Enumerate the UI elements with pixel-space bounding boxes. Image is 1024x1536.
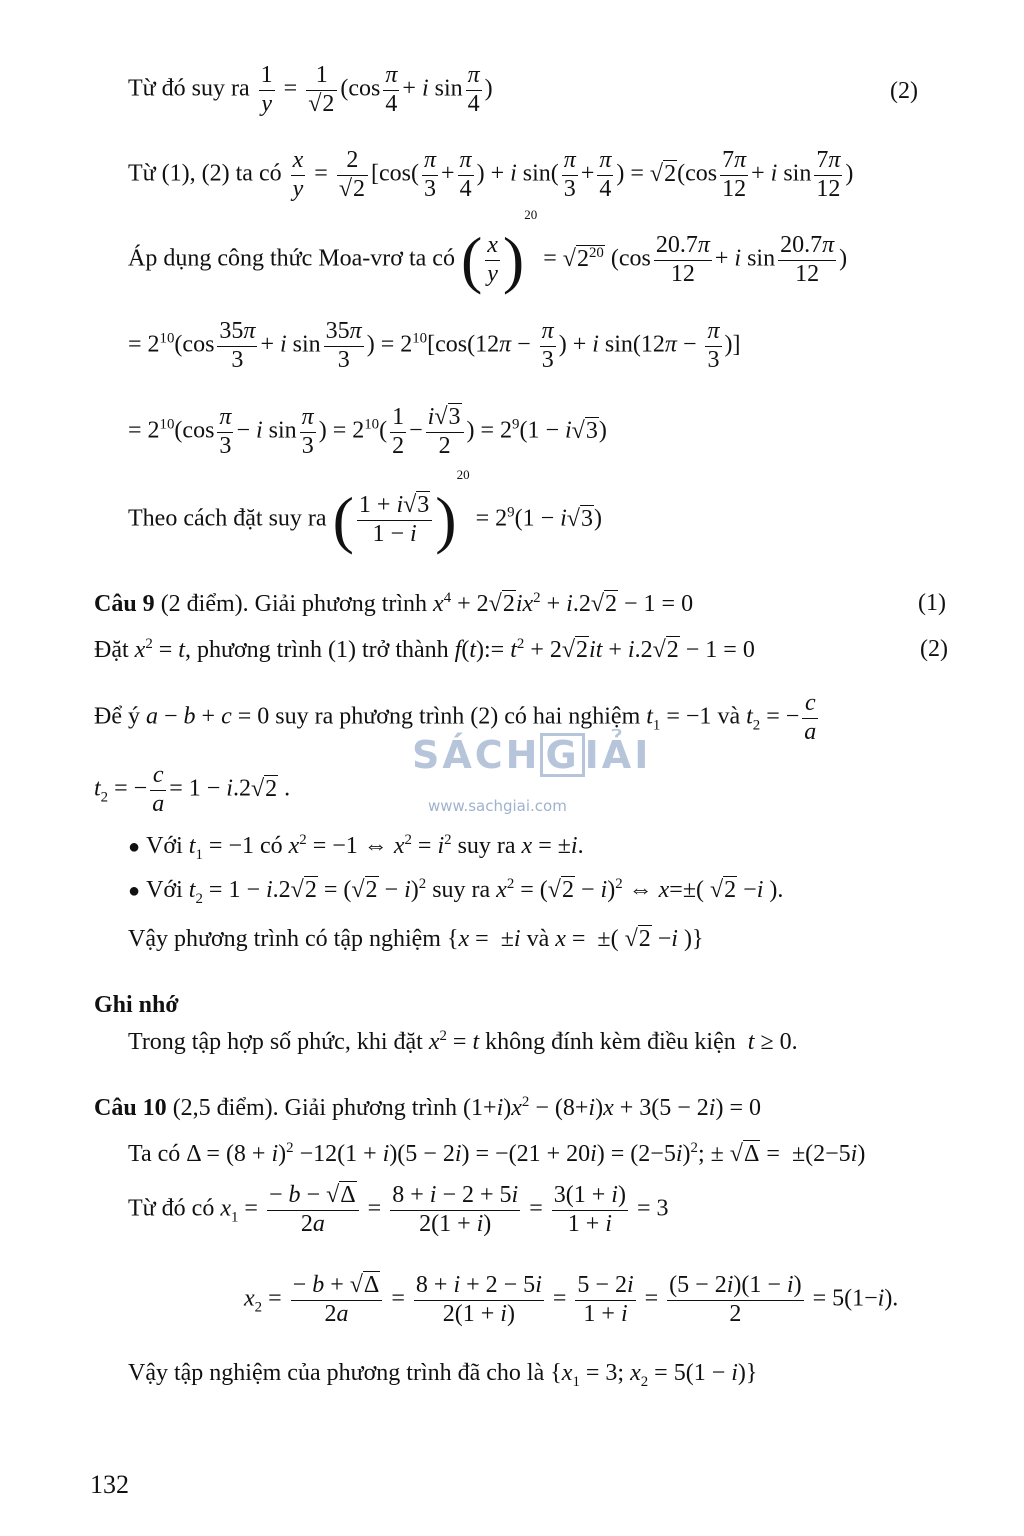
text: suy ra phương trình (2) có hai nghiệm bbox=[275, 703, 641, 730]
text: Áp dụng công thức Moa-vrơ ta có bbox=[128, 245, 455, 272]
text: Theo cách đặt suy ra bbox=[128, 505, 327, 532]
question-10-line-3: Từ đó có $x_1$ = $\frac{- b - √ \Delta}{2a}$ = $\frac{8 + i - 2 + 5i}{2(1 + i)}$ = $\frac{3(1 + i)}{1 + i}$ = 3 bbox=[128, 1182, 668, 1238]
question-9-conclusion: Vậy phương trình có tập nghiệm {x = ±i và x = ±( √ 2 −i )} bbox=[128, 926, 703, 954]
bullet-2: ● Với $t_2 = 1 - i.2√$ 2 = (√ 2 − i)$^2$ suy ra $x^2$ = (√ 2 − i)$^2$ ⇔ x=±( √ 2 −i ). bbox=[128, 876, 783, 908]
text: Với bbox=[146, 877, 183, 903]
text: , phương trình (1) trở thành bbox=[184, 637, 449, 663]
text: và bbox=[717, 703, 741, 730]
question-9-line-4: $t_2$ = − $\frac{c}{a}$ = 1 − i.2√ 2 . bbox=[94, 762, 290, 818]
note-text: Trong tập hợp số phức, khi đặt $x^2 = t$ không đính kèm điều kiện t ≥ 0. bbox=[128, 1028, 798, 1055]
text: Đặt bbox=[94, 637, 129, 663]
question-9-heading: Câu 9 (2 điểm). Giải phương trình $x^4 + 2√$ $2ix^2 + i.2√$ 2 − 1 = 0 bbox=[94, 590, 693, 619]
text: Từ (1), (2) ta có bbox=[128, 160, 282, 187]
text: suy ra bbox=[457, 833, 516, 859]
text: có bbox=[259, 833, 283, 859]
text: Ta có bbox=[128, 1141, 181, 1167]
page-number: 132 bbox=[90, 1470, 129, 1499]
text: Vậy phương trình có tập nghiệm bbox=[128, 926, 441, 952]
line-3: Áp dụng công thức Moa-vrơ ta có ( $\frac{x}{y}$ )$^{20}$ = √ $2^{20}$ (cos $\frac{20.7\pi}{12}$ + i sin $\frac{20.7\pi}{12}$ ) bbox=[128, 228, 847, 292]
watermark-url: www.sachgiai.com bbox=[428, 797, 567, 815]
text: Với bbox=[146, 833, 183, 859]
line-4: = $2^{10}(\cos$ $\frac{35\pi}{3}$ + i sin $\frac{35\pi}{3}$ ) = $2^{10}[\cos(12\pi$ − $\frac{\pi}{3}$ ) + i sin(12π − $\frac{\pi}{3}$ )] bbox=[128, 318, 741, 373]
question-9-title: Câu 9 bbox=[94, 591, 155, 617]
watermark-brand: SÁCH G IẢI bbox=[412, 733, 652, 777]
text: Giải phương trình bbox=[254, 591, 428, 617]
text: không đính kèm điều kiện bbox=[485, 1029, 736, 1055]
text: suy ra bbox=[432, 877, 491, 903]
equation-tag-2b: (2) bbox=[920, 636, 948, 662]
question-9-line-3: Để ý a − b + c = 0 suy ra phương trình (2) có hai nghiệm $t_1 = -1$ và $t_2$ = − $\frac{c}{a}$ bbox=[94, 690, 817, 745]
text: Vậy tập nghiệm của phương trình đã cho là bbox=[128, 1360, 545, 1386]
text: Từ đó có bbox=[128, 1195, 215, 1222]
line-2: Từ (1), (2) ta có $\frac{x}{y}$ = 2 √ 2 [cos( $\frac{\pi}{3}$ + $\frac{\pi}{4}$ ) + i sin( $\frac{\pi}{3}$ + $\frac{\pi}{4}$ ) = √ 2(cos $\frac{7\pi}{12}$ + i sin $\frac{7\pi}{12}$ ) bbox=[128, 147, 853, 203]
question-9-points: (2 điểm). bbox=[160, 591, 249, 617]
question-10-line-4: $x_2$ = $\frac{- b + √ \Delta}{2a}$ = $\frac{8 + i + 2 - 5i}{2(1 + i)}$ = $\frac{5 - 2i}{1 + i}$ = $\frac{(5 - 2i)(1 - i)}{2}$ = 5(1−i). bbox=[244, 1272, 898, 1328]
note-title: Ghi nhớ bbox=[94, 992, 179, 1018]
bullet-1: ● Với $t_1 = -1$ có $x^2 = -1$ ⇔ $x^2 = i^2$ suy ra x = ±i. bbox=[128, 832, 584, 863]
line-5: = $2^{10}(\cos$ $\frac{\pi}{3}$ − i sin $\frac{\pi}{3}$ ) = $2^{10}$( $\frac{1}{2}$ − $\frac{i√ 3}{2}$ ) = $2^9(1 - i√$ 3) bbox=[128, 404, 607, 460]
text: Để ý bbox=[94, 703, 140, 730]
question-10-title: Câu 10 bbox=[94, 1095, 167, 1121]
question-10-line-2: Ta có $\Delta = (8 + i)^2 -12(1 + i)(5 - 2i) = -(21 + 20i) = (2-5i)^2$; ± √ Δ = ±(2−5i) bbox=[128, 1140, 865, 1169]
question-10-conclusion: Vậy tập nghiệm của phương trình đã cho là {$x_1 = 3$; $x_2 = 5(1 - i)$} bbox=[128, 1360, 758, 1390]
question-10-points: (2,5 điểm). bbox=[172, 1095, 279, 1121]
question-10-heading: Câu 10 (2,5 điểm). Giải phương trình $(1+i)x^2 - (8+i)x + 3(5 - 2i) = 0$ bbox=[94, 1094, 761, 1121]
text: Từ đó suy ra bbox=[128, 75, 250, 102]
equation-tag-2: (2) bbox=[890, 78, 918, 104]
text: Trong tập hợp số phức, khi đặt bbox=[128, 1029, 423, 1055]
equation-tag-1: (1) bbox=[918, 590, 946, 616]
line-1: Từ đó suy ra $\frac{1}{y}$ = 1 √ 2 (cos $\frac{\pi}{4}$ + i sin $\frac{\pi}{4}$ ) bbox=[128, 62, 493, 118]
text: Giải phương trình bbox=[284, 1095, 458, 1121]
question-9-line-2: Đặt $x^2 = t$, phương trình (1) trở thành f(t):= $t^2 + 2√$ 2it + i.2√ 2 − 1 = 0 bbox=[94, 636, 755, 665]
line-6: Theo cách đặt suy ra ( $\frac{1 + i√ 3}{1 - i}$ )$^{20} = 2^9(1 - i√$ 3) bbox=[128, 488, 602, 552]
